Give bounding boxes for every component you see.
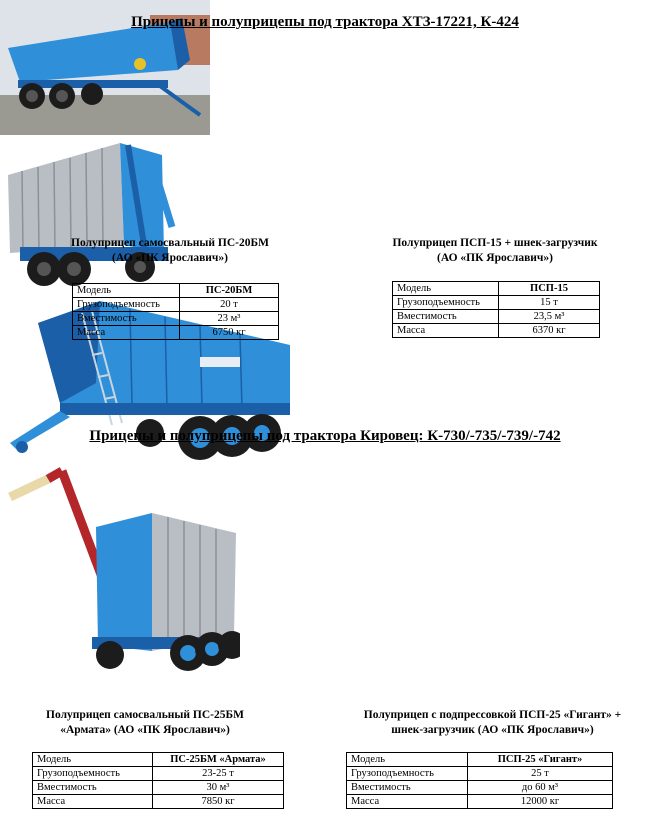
spec-value: 6750 кг [180,326,279,340]
spec-label: Грузоподъемность [33,767,153,781]
spec-label: Вместимость [73,312,180,326]
spec-label: Грузоподъемность [393,296,499,310]
spec-label: Модель [73,284,180,298]
table-row [73,326,279,340]
spec-value: 7850 кг [153,795,284,809]
spec-value: 25 т [468,767,613,781]
spec-value: 6370 кг [499,324,600,338]
spec-value: 23 м³ [180,312,279,326]
table-row [33,767,284,781]
table-row [33,795,284,809]
caption-line-1: Полуприцеп самосвальный ПС-20БМ [71,237,269,249]
spec-table-ps-20bm [72,283,279,340]
spec-label: Модель [347,753,468,767]
spec-value: 15 т [499,296,600,310]
table-row [347,781,613,795]
trailer-photo-psp-25 [0,465,240,675]
table-row [347,795,613,809]
spec-label: Грузоподъемность [73,298,180,312]
caption-line-1: Полуприцеп самосвальный ПС-25БМ [46,709,244,721]
table-row [73,298,279,312]
caption-line-1: Полуприцеп с подпрессовкой ПСП-25 «Гигант» + [363,709,622,721]
table-row [73,312,279,326]
section-1-title: Прицепы и полуприцепы под трактора ХТЗ-17221, К-424 [131,14,519,30]
spec-label: Вместимость [393,310,499,324]
table-row [73,284,279,298]
spec-value: 20 т [180,298,279,312]
table-row [347,753,613,767]
spec-label: Вместимость [347,781,468,795]
spec-value: 23,5 м³ [499,310,600,324]
spec-label: Масса [33,795,153,809]
caption-line-2: (АО «ПК Ярославич») [437,252,553,264]
spec-value: ПС-20БМ [180,284,279,298]
table-row [393,282,600,296]
caption-ps-20bm [50,236,290,266]
caption-line-2: (АО «ПК Ярославич») [112,252,228,264]
spec-table-psp-15 [392,281,600,338]
spec-value: 23-25 т [153,767,284,781]
spec-label: Масса [347,795,468,809]
spec-value: ПСП-15 [499,282,600,296]
spec-label: Модель [393,282,499,296]
spec-label: Масса [73,326,180,340]
caption-ps-25bm [10,708,280,738]
table-row [393,296,600,310]
table-row [33,753,284,767]
spec-label: Масса [393,324,499,338]
spec-value: 30 м³ [153,781,284,795]
section-2-title: Прицепы и полуприцепы под трактора Кировец: К-730/-735/-739/-742 [89,428,561,444]
table-row [393,324,600,338]
spec-value: ПСП-25 «Гигант» [468,753,613,767]
spec-value: ПС-25БМ «Армата» [153,753,284,767]
spec-label: Вместимость [33,781,153,795]
table-row [393,310,600,324]
spec-value: 12000 кг [468,795,613,809]
caption-line-1: Полуприцеп ПСП-15 + шнек-загрузчик [392,237,598,249]
trailer-photo-psp-15 [0,135,178,293]
caption-line-2: «Армата» (АО «ПК Ярославич») [60,724,230,736]
spec-value: до 60 м³ [468,781,613,795]
table-row [33,781,284,795]
caption-line-2: шнек-загрузчик (АО «ПК Ярославич») [391,724,594,736]
spec-label: Модель [33,753,153,767]
spec-table-psp-25 [346,752,613,809]
caption-psp-15 [372,236,618,266]
spec-label: Грузоподъемность [347,767,468,781]
caption-psp-25 [340,708,645,738]
spec-table-ps-25bm [32,752,284,809]
table-row [347,767,613,781]
